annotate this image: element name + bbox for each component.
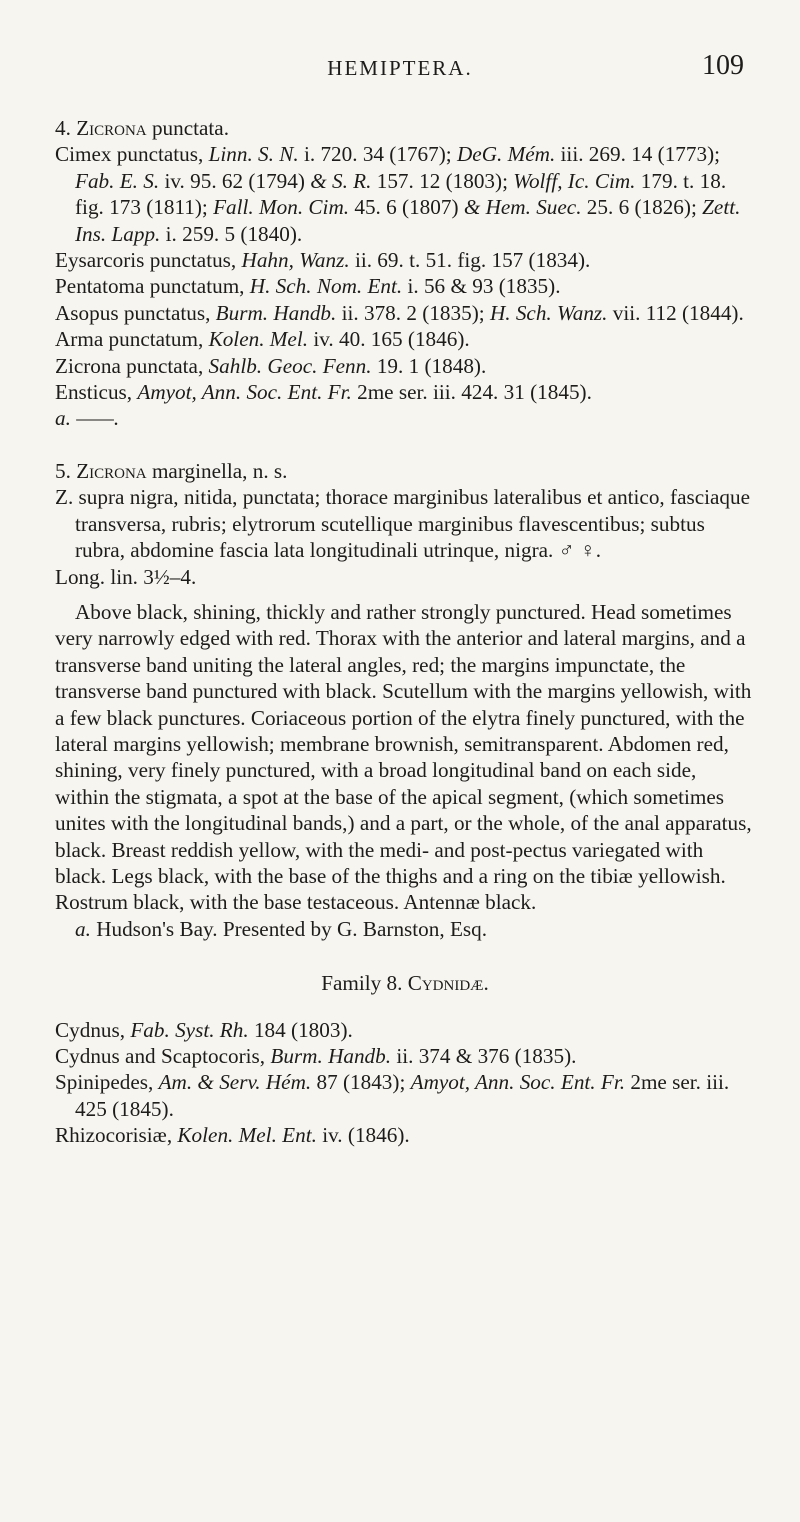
- genus-name: Zicrona: [76, 458, 147, 483]
- species-5-heading: [55, 458, 755, 484]
- synonym-entry: Cimex punctatus, Linn. S. N. i. 720. 34 (1767); DeG. Mém. iii. 269. 14 (1773); Fab. E. S. iv. 95. 62 (1794) & S. R. 157. 12 (1803); Wolff, Ic. Cim. 179. t. 18. fig. 173 (1811); Fall. Mon. Cim. 45. 6 (1807) & Hem. Suec. 25. 6 (1826); Zett. Ins. Lapp. i. 259. 5 (1840).: [55, 142, 741, 246]
- species-number: 5.: [55, 458, 71, 483]
- species-4-heading: [55, 115, 755, 141]
- main-text: [55, 115, 755, 1149]
- specimen-line: a. Hudson's Bay. Presented by G. Barnston, Esq.: [75, 916, 488, 941]
- synonym-entry: Eysarcoris punctatus, Hahn, Wanz. ii. 69. t. 51. fig. 157 (1834).: [55, 248, 591, 273]
- running-head: [0, 50, 800, 86]
- synonym-entry: Cydnus, Fab. Syst. Rh. 184 (1803).: [55, 1017, 353, 1042]
- english-description: Above black, shining, thickly and rather strongly punctured. Head sometimes very narrowly edged with red. Thorax with the anterior and lateral margins, and a transverse band uniting the lateral angles, red; the margins impunctate, the transverse band punctured with black. Scutellum with the margins yellowish, with a few black punctures. Coriaceous portion of the elytra finely punctured, with the lateral margins yellowish; membrane brownish, semitransparent. Abdomen red, shining, very finely punctured, with a broad longitudinal band on each side, within the stigmata, a spot at the base of the apical segment, (which sometimes unites with the longitudinal bands,) and a part, or the whole, of the anal apparatus, black. Breast reddish yellow, with the medi- and post-pectus variegated with black. Legs black, with the base of the thighs and a ring on the tibiæ yellowish. Rostrum black, with the base testaceous. Antennæ black.: [55, 599, 752, 915]
- species-epithet: marginella, n. s.: [151, 458, 288, 483]
- genus-name: Zicrona: [76, 116, 147, 140]
- species-4-synonymy: [55, 141, 755, 431]
- synonym-entry: Rhizocorisiæ, Kolen. Mel. Ent. iv. (1846).: [55, 1123, 410, 1148]
- running-title: HEMIPTERA.: [327, 56, 473, 80]
- species-number: 4.: [55, 116, 71, 140]
- synonym-entry: Arma punctatum, Kolen. Mel. iv. 40. 165 (1846).: [55, 327, 470, 352]
- page-number: 109: [702, 50, 744, 81]
- synonym-entry: Cydnus and Scaptocoris, Burm. Handb. ii. 374 & 376 (1835).: [55, 1044, 577, 1068]
- species-epithet: punctata.: [151, 116, 230, 140]
- latin-diagnosis: Z. supra nigra, nitida, punctata; thorace marginibus lateralibus et antico, fasciaque transversa, rubris; elytrorum scutellique marginibus flavescentibus; subtus rubra, abdomine fascia lata longitudinali utrinque, nigra. ♂ ♀.: [55, 485, 751, 563]
- specimen-line: a. ——.: [55, 406, 120, 431]
- length-line: Long. lin. 3½–4.: [55, 564, 197, 589]
- synonym-entry: Asopus punctatus, Burm. Handb. ii. 378. 2 (1835); H. Sch. Wanz. vii. 112 (1844).: [55, 300, 744, 325]
- synonym-entry: Zicrona punctata, Sahlb. Geoc. Fenn. 19. 1 (1848).: [55, 353, 487, 378]
- synonym-entry: Spinipedes, Am. & Serv. Hém. 87 (1843); Amyot, Ann. Soc. Ent. Fr. 2me ser. iii. 425 (1845).: [55, 1070, 730, 1121]
- synonym-entry: Ensticus, Amyot, Ann. Soc. Ent. Fr. 2me ser. iii. 424. 31 (1845).: [55, 380, 592, 405]
- synonym-entry: Pentatoma punctatum, H. Sch. Nom. Ent. i. 56 & 93 (1835).: [55, 274, 561, 299]
- family-synonymy: [55, 1017, 755, 1149]
- family-heading: Family 8. Cydnidæ.: [321, 971, 489, 996]
